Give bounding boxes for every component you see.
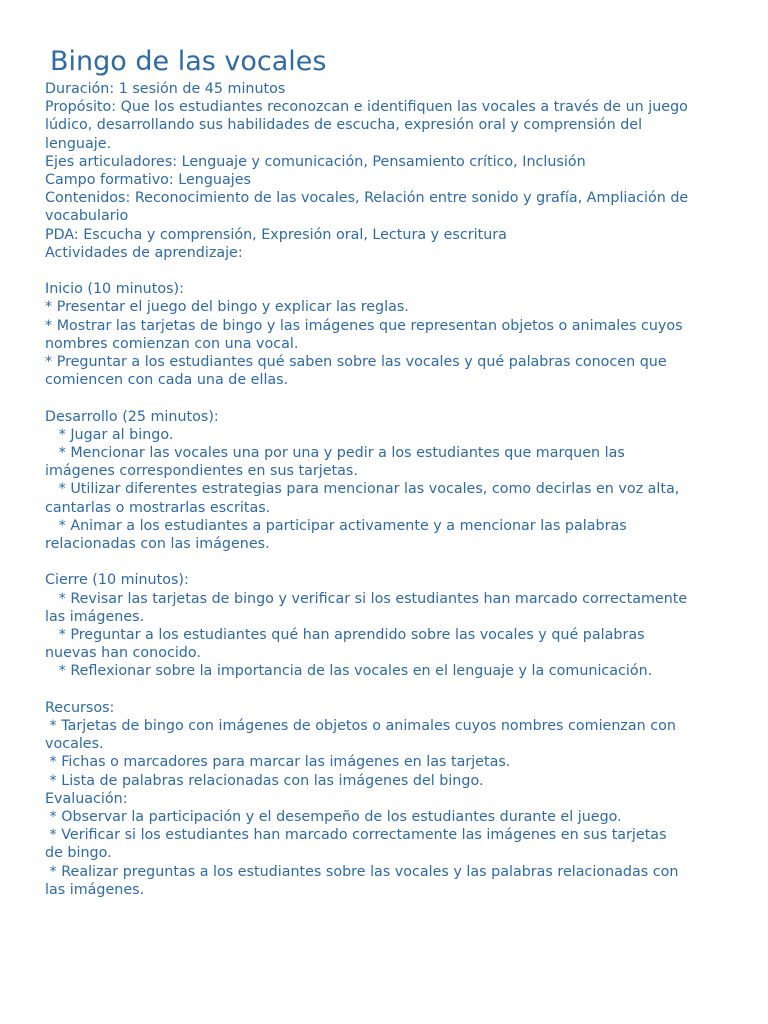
text-line: Inicio (10 minutos): — [45, 281, 184, 298]
text-line: * Preguntar a los estudiantes qué saben sobre las vocales y qué palabras conocen que — [45, 354, 667, 371]
text-line: imágenes correspondientes en sus tarjetas. — [45, 463, 358, 480]
text-line: vocabulario — [45, 208, 129, 225]
text-line: Actividades de aprendizaje: — [45, 244, 243, 261]
text-line: vocales. — [45, 736, 104, 753]
document-body — [45, 80, 735, 899]
document-page — [45, 44, 735, 899]
text-line: * Observar la participación y el desempeño de los estudiantes durante el juego. — [45, 809, 622, 826]
text-line: * Presentar el juego del bingo y explicar las reglas. — [45, 299, 409, 316]
text-line: * Animar a los estudiantes a participar activamente y a mencionar las palabras — [45, 517, 627, 534]
text-line: lenguaje. — [45, 135, 112, 152]
text-line: de bingo. — [45, 845, 112, 862]
text-line: Recursos: — [45, 699, 115, 716]
text-line — [45, 681, 735, 699]
text-line: PDA: Escucha y comprensión, Expresión oral, Lectura y escritura — [45, 226, 507, 243]
document-title: Bingo de las vocales — [50, 46, 327, 77]
text-line: cantarlas o mostrarlas escritas. — [45, 499, 271, 516]
text-line: Ejes articuladores: Lenguaje y comunicación, Pensamiento crítico, Inclusión — [45, 153, 586, 170]
text-line: Duración: 1 sesión de 45 minutos — [45, 81, 286, 97]
text-line — [45, 553, 735, 571]
text-line — [45, 389, 735, 407]
text-line: Desarrollo (25 minutos): — [45, 408, 219, 425]
text-line: * Reflexionar sobre la importancia de las vocales en el lenguaje y la comunicación. — [45, 663, 653, 680]
text-line: * Preguntar a los estudiantes qué han aprendido sobre las vocales y qué palabras — [45, 627, 645, 644]
text-line: nombres comienzan con una vocal. — [45, 335, 299, 352]
text-line: lúdico, desarrollando sus habilidades de escucha, expresión oral y comprensión del — [45, 117, 643, 134]
text-line: * Mostrar las tarjetas de bingo y las imágenes que representan objetos o animales cuyos — [45, 317, 683, 334]
text-line: * Revisar las tarjetas de bingo y verificar si los estudiantes han marcado correctamente — [45, 590, 688, 607]
text-line: * Verificar si los estudiantes han marcado correctamente las imágenes en sus tarjetas — [45, 827, 667, 844]
text-line: comiencen con cada una de ellas. — [45, 372, 289, 389]
text-line: * Realizar preguntas a los estudiantes sobre las vocales y las palabras relacionadas con — [45, 863, 679, 880]
text-line — [45, 262, 735, 280]
text-line: * Lista de palabras relacionadas con las imágenes del bingo. — [45, 772, 484, 789]
text-line: relacionadas con las imágenes. — [45, 536, 270, 553]
text-line: * Mencionar las vocales una por una y pedir a los estudiantes que marquen las — [45, 445, 625, 462]
text-line: * Fichas o marcadores para marcar las imágenes en las tarjetas. — [45, 754, 511, 771]
text-line: Contenidos: Reconocimiento de las vocales, Relación entre sonido y grafía, Ampliación de — [45, 190, 689, 207]
text-line: Campo formativo: Lenguajes — [45, 172, 251, 189]
text-line: Propósito: Que los estudiantes reconozcan e identifiquen las vocales a través de un juego — [45, 99, 688, 116]
text-line: * Utilizar diferentes estrategias para mencionar las vocales, como decirlas en voz alta, — [45, 481, 680, 498]
text-line: * Jugar al bingo. — [45, 426, 174, 443]
text-line: las imágenes. — [45, 881, 145, 898]
text-line: nuevas han conocido. — [45, 645, 201, 662]
text-line: * Tarjetas de bingo con imágenes de objetos o animales cuyos nombres comienzan con — [45, 718, 676, 735]
text-line: las imágenes. — [45, 608, 145, 625]
text-line: Evaluación: — [45, 790, 128, 807]
text-line: Cierre (10 minutos): — [45, 572, 189, 589]
